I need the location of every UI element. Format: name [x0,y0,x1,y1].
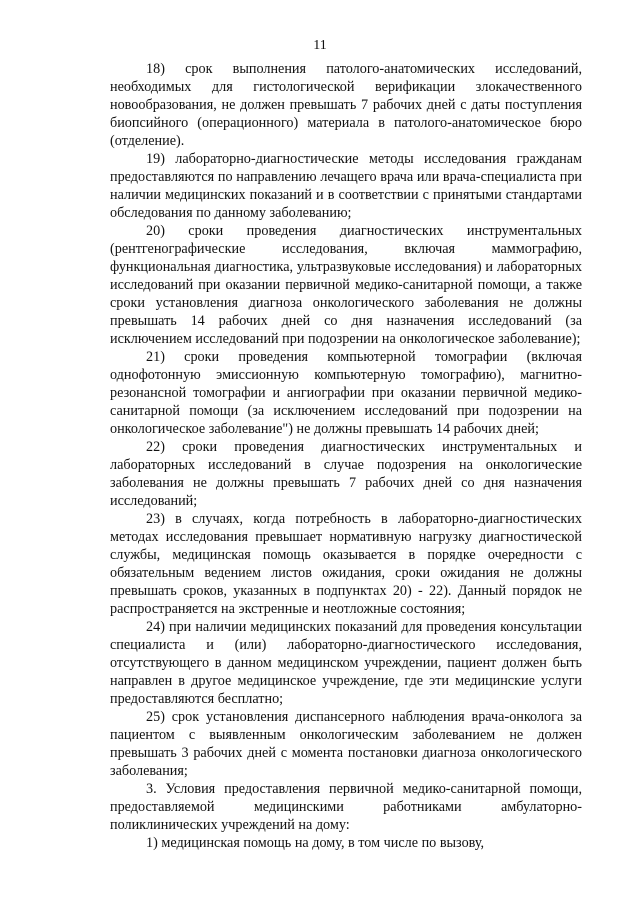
paragraph-item-20: 20) сроки проведения диагностических инструментальных (рентгенографические исследования, включая маммографию, функциональная диагностика, ультразвуковые исследования) и лабораторных исследований при оказании первичной медико-санитарной помощи, а также сроки установления диагноза онкологического заболевания не должны превышать 14 рабочих дней со дня назначения исследований (за исключением исследований при подозрении на онкологическое заболевание); [110,223,582,347]
document-body [110,60,582,852]
paragraph-item-21: 21) сроки проведения компьютерной томографии (включая однофотонную эмиссионную компьютерную томографию), магнитно-резонансной томографии и ангиографии при оказании первичной медико-санитарной помощи (за исключением исследований при подозрении на онкологическое заболевание") не должны превышать 14 рабочих дней; [110,349,582,437]
paragraph-item-24: 24) при наличии медицинских показаний для проведения консультации специалиста и (или) лабораторно-диагностического исследования, отсутствующего в данном медицинском учреждении, пациент должен быть направлен в другое медицинское учреждение, где эти медицинские услуги предоставляются бесплатно; [110,619,582,707]
paragraph-item-18: 18) срок выполнения патолого-анатомических исследований, необходимых для гистологической верификации злокачественного новообразования, не должен превышать 7 рабочих дней с даты поступления биопсийного (операционного) материала в патолого-анатомическое бюро (отделение). [110,61,582,149]
paragraph-item-23: 23) в случаях, когда потребность в лабораторно-диагностических методах исследования превышает нормативную нагрузку диагностической службы, медицинская помощь оказывается в порядке очередности с обязательным ведением листов ожидания, сроки ожидания не должны превышать сроков, указанных в подпунктах 20) - 22). Данный порядок не распространяется на экстренные и неотложные состояния; [110,511,582,617]
section-3-heading: 3. Условия предоставления первичной медико-санитарной помощи, предоставляемой медицинскими работниками амбулаторно-поликлинических учреждений на дому: [110,781,582,833]
page-number: 11 [313,38,327,53]
paragraph-item-19: 19) лабораторно-диагностические методы исследования гражданам предоставляются по направлению лечащего врача или врача-специалиста при наличии медицинских показаний и в соответствии с принятыми стандартами обследования по данному заболеванию; [110,151,582,221]
paragraph-item-3-1: 1) медицинская помощь на дому, в том числе по вызову, [146,835,485,851]
paragraph-item-22: 22) сроки проведения диагностических инструментальных и лабораторных исследований в случае подозрения на онкологические заболевания не должны превышать 7 рабочих дней со дня назначения исследований; [110,439,582,509]
paragraph-item-25: 25) срок установления диспансерного наблюдения врача-онколога за пациентом с выявленным онкологическим заболеванием не должен превышать 3 рабочих дней с момента постановки диагноза онкологического заболевания; [110,709,582,779]
